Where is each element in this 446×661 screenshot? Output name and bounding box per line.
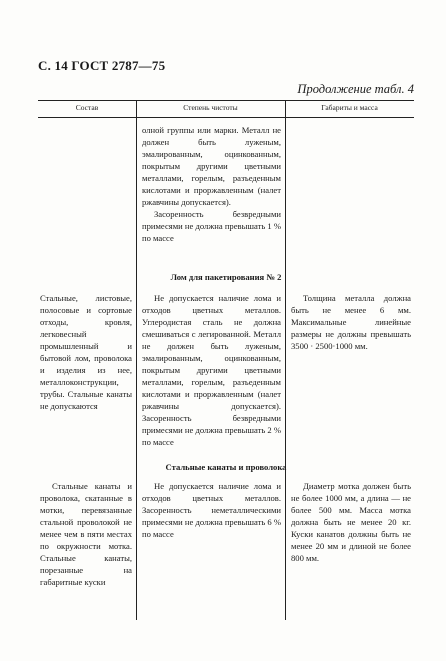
table-header-rule xyxy=(38,117,414,118)
table-continuation-label: Продолжение табл. 4 xyxy=(297,82,414,96)
column-header-purity: Степень чистоты xyxy=(183,103,238,112)
table-top-rule xyxy=(38,100,414,101)
table-4-continued xyxy=(38,100,414,620)
column-divider-2 xyxy=(285,100,286,620)
section2-purity-cell: Не допускается наличие лома и отходов цветных металлов. Засоренность неметаллическими примесями не должна превышать 6 % по массе xyxy=(142,481,281,539)
section1-composition-cell: Стальные, листовые, полосовые и сортовые отходы, кровля, легковесный промышленный и бытовой лом, проволока и изделия из нее, металлоконструкции, трубы. Стальные канаты не допускаются xyxy=(40,293,132,411)
section-title-steel-ropes-wire: Стальные канаты и проволока xyxy=(165,462,287,472)
section1-dimensions-cell: Толщина металла должна быть не менее 6 мм. Максимальные линейные размеры не должны превышать 3500 · 2500·1000 мм. xyxy=(291,293,411,351)
section2-composition-cell: Стальные канаты и проволока, скатанные в мотки, перевязанные стальной проволокой не менее чем в пяти местах по окружности мотка. Стальные канаты, порезанные на габаритные куски xyxy=(40,481,132,587)
section2-dimensions-cell: Диаметр мотка должен быть не более 1000 мм, а длина — не более 500 мм. Масса мотка должна быть не менее 20 кг. Куски канатов должны быть не менее 20 мм и длиной не более 800 мм. xyxy=(291,481,411,563)
column-header-dimensions: Габариты и масса xyxy=(321,103,378,112)
page-header: С. 14 ГОСТ 2787—75 xyxy=(38,58,166,73)
column-header-composition: Состав xyxy=(75,103,99,112)
section-title-baling-scrap-2: Лом для пакетирования № 2 xyxy=(170,272,282,282)
continued-purity-text-1: олной группы или марки. Металл не должен быть луженым, эмалированным, оцинкованным, покрытым другими цветными металлами, горелым, разъеденным кислотами и проржавленным (налет ржавчины допускается). xyxy=(142,125,281,207)
column-divider-1 xyxy=(136,100,137,620)
section1-purity-cell: Не допускается наличие лома и отходов цветных металлов. Углеродистая сталь не должна смешиваться с легированной. Металл не должен быть луженым, эмалированным, оцинкованным, покрытым другими цветными металлами, горелым, разъеденным кислотами и проржавленным (налет ржавчины допускается). Засоренность безвредными примесями не должна превышать 2 % по массе xyxy=(142,293,281,447)
continued-purity-cell xyxy=(142,124,281,244)
continued-purity-text-2: Засоренность безвредными примесями не должна превышать 1 % по массе xyxy=(142,209,281,243)
